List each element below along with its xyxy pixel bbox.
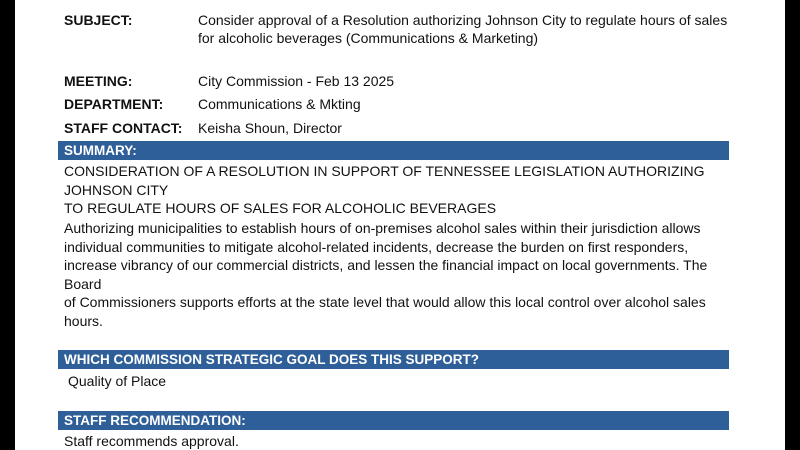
staff-contact-value: Keisha Shoun, Director: [198, 120, 342, 136]
summary-paragraph-line-1: Authorizing municipalities to establish hours of on-premises alcohol sales within their jurisdiction allows: [64, 220, 701, 236]
summary-paragraph: [64, 219, 744, 330]
strategic-goal-header: WHICH COMMISSION STRATEGIC GOAL DOES THIS SUPPORT?: [58, 350, 729, 369]
subject-line-2: for alcoholic beverages (Communications & Marketing): [198, 30, 539, 46]
summary-paragraph-line-2: individual communities to mitigate alcohol-related incidents, decrease the burden on first responders,: [64, 238, 689, 255]
staff-recommendation-header: STAFF RECOMMENDATION:: [58, 411, 729, 430]
summary-paragraph-line-3: increase vibrancy of our commercial districts, and lessen the financial impact on local governments. The Board: [64, 257, 708, 292]
meeting-value: City Commission - Feb 13 2025: [198, 73, 395, 89]
document-page: [15, 0, 785, 450]
subject-value: [198, 11, 758, 47]
staff-contact-label: STAFF CONTACT:: [64, 120, 183, 136]
summary-title-line-1: CONSIDERATION OF A RESOLUTION IN SUPPORT OF TENNESSEE LEGISLATION AUTHORIZING JOHNSON CITY: [64, 163, 705, 198]
meeting-label: MEETING:: [64, 73, 133, 89]
summary-paragraph-line-5: hours.: [64, 312, 103, 329]
summary-title: [64, 162, 744, 218]
department-value: Communications & Mkting: [198, 96, 361, 112]
subject-line-1: Consider approval of a Resolution authorizing Johnson City to regulate hours of sales: [198, 12, 728, 28]
staff-recommendation-value: Staff recommends approval.: [64, 433, 239, 449]
subject-label: SUBJECT:: [64, 12, 133, 28]
summary-title-line-2: TO REGULATE HOURS OF SALES FOR ALCOHOLIC BEVERAGES: [64, 200, 497, 216]
summary-header: SUMMARY:: [58, 141, 729, 160]
summary-paragraph-line-4: of Commissioners supports efforts at the state level that would allow this local control over alcohol sales: [64, 294, 706, 310]
strategic-goal-value: Quality of Place: [68, 373, 167, 389]
department-label: DEPARTMENT:: [64, 96, 164, 112]
